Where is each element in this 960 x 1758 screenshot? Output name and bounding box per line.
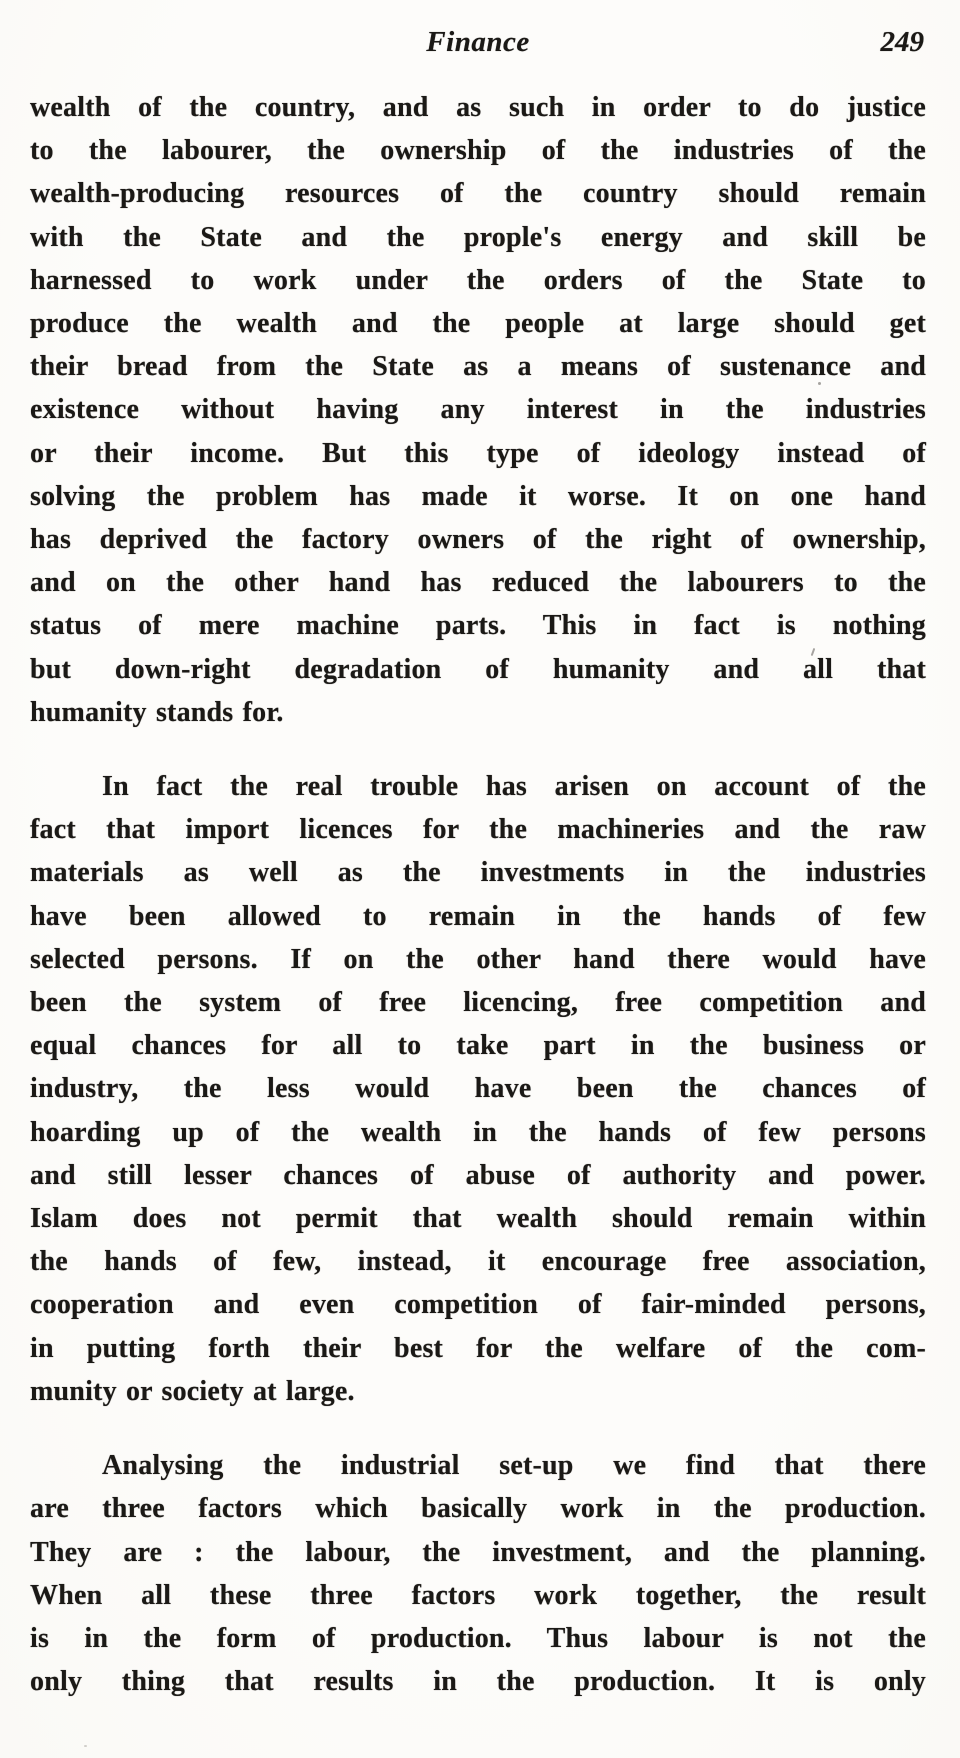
text-line: harnessed to work under the orders of the State to <box>30 264 926 296</box>
text-line: When all these three factors work together, the result <box>30 1579 926 1611</box>
text-line: equal chances for all to take part in the business or <box>30 1030 926 1062</box>
text-line: are three factors which basically work in the production. <box>30 1493 926 1525</box>
paragraph <box>30 86 926 734</box>
text-line: the hands of few, instead, it encourage free association, <box>30 1246 926 1278</box>
text-line: cooperation and even competition of fair-minded persons, <box>30 1289 926 1321</box>
text-line: produce the wealth and the people at large should get <box>30 308 926 340</box>
text-line: solving the problem has made it worse. It on one hand <box>30 480 926 512</box>
text-line: and still lesser chances of abuse of authority and power. <box>30 1159 926 1191</box>
text-line: or their income. But this type of ideology instead of <box>30 437 926 469</box>
page-number: 249 <box>880 26 924 58</box>
text-line: with the State and the prople's energy and skill be <box>30 221 926 253</box>
text-line: Islam does not permit that wealth should remain within <box>30 1203 926 1235</box>
scan-speck <box>84 1745 87 1747</box>
text-line: existence without having any interest in the industries <box>30 394 926 426</box>
text-line: They are : the labour, the investment, and the planning. <box>30 1536 926 1568</box>
text-line: fact that import licences for the machineries and the raw <box>30 814 926 846</box>
paragraph <box>30 765 926 1413</box>
text-line: is in the form of production. Thus labour is not the <box>30 1622 926 1654</box>
text-line: humanity stands for. <box>30 696 284 728</box>
text-line: Analysing the industrial set-up we find that there <box>102 1450 926 1482</box>
text-line: status of mere machine parts. This in fact is nothing <box>30 610 926 642</box>
text-line: wealth of the country, and as such in order to do justice <box>30 92 926 123</box>
text-line: only thing that results in the production. It is only <box>30 1666 926 1698</box>
text-line: has deprived the factory owners of the right of ownership, <box>30 524 926 556</box>
text-line: but down-right degradation of humanity and all that <box>30 653 926 685</box>
text-line: In fact the real trouble has arisen on account of the <box>102 771 926 803</box>
text-line: in putting forth their best for the welfare of the com- <box>30 1332 926 1364</box>
running-title: Finance <box>426 26 530 58</box>
text-line: industry, the less would have been the chances of <box>30 1073 926 1105</box>
text-line: wealth-producing resources of the country should remain <box>30 178 926 210</box>
text-line: selected persons. If on the other hand there would have <box>30 943 926 975</box>
text-line: materials as well as the investments in the industries <box>30 857 926 889</box>
text-line: their bread from the State as a means of sustenance and <box>30 351 926 383</box>
text-line: munity or society at large. <box>30 1375 355 1407</box>
scan-speck <box>818 382 821 385</box>
body-text <box>30 86 926 1703</box>
text-line: to the labourer, the ownership of the industries of the <box>30 135 926 167</box>
text-line: been the system of free licencing, free competition and <box>30 987 926 1019</box>
page-header <box>30 26 926 66</box>
text-line: hoarding up of the wealth in the hands of few persons <box>30 1116 926 1148</box>
text-line: and on the other hand has reduced the labourers to the <box>30 567 926 599</box>
paragraph <box>30 1444 926 1703</box>
text-line: have been allowed to remain in the hands of few <box>30 900 926 932</box>
